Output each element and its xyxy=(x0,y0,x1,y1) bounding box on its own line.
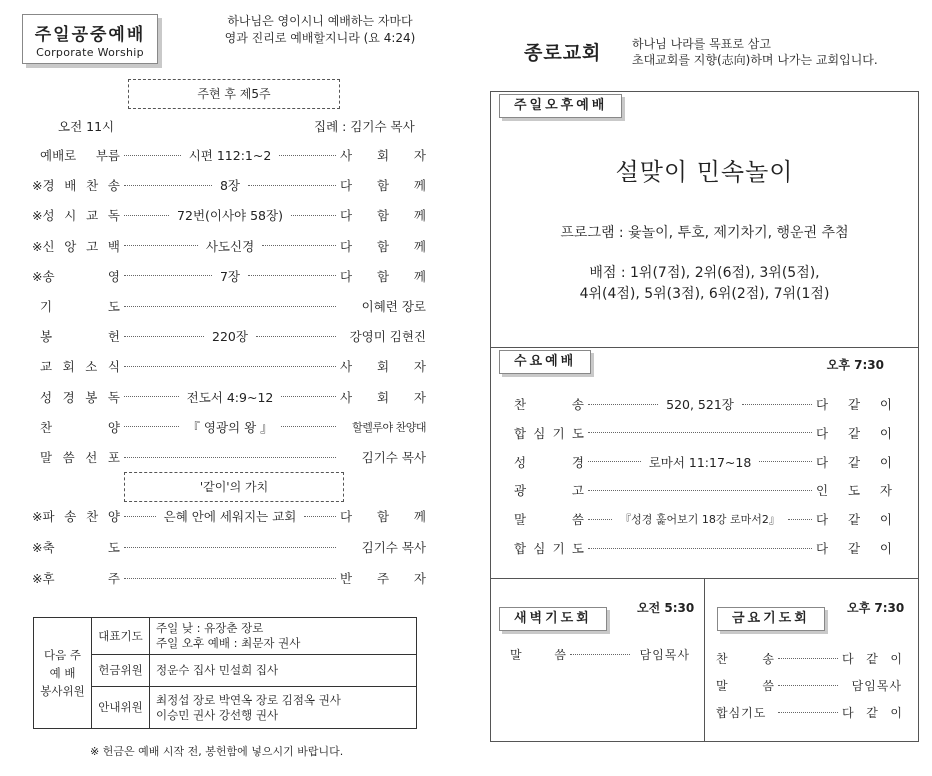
schedule-label: 합 심 기 도 xyxy=(514,425,584,441)
order-who: 다 함 께 xyxy=(340,509,426,524)
schedule-text: 520, 521장 xyxy=(666,397,734,412)
order-who: 반 주 자 xyxy=(340,571,426,586)
order-item xyxy=(40,144,426,166)
schedule-item xyxy=(514,393,892,415)
order-label: ※후 주 xyxy=(32,571,120,586)
names-line: 주일 낮 : 유장춘 장로 xyxy=(156,621,264,635)
order-text: 72번(이사야 58장) xyxy=(177,208,283,224)
order-who: 다 함 께 xyxy=(340,208,426,224)
order-who: 사 회 자 xyxy=(340,389,426,405)
order-who: 김기수 목사 xyxy=(361,540,426,555)
order-item xyxy=(32,235,426,257)
schedule-who: 다 같 이 xyxy=(842,651,902,666)
schedule-label: 찬 송 xyxy=(514,397,584,412)
friday-time: 오후 7:30 xyxy=(847,601,905,615)
schedule-who: 담임목사 xyxy=(639,647,690,662)
names-cell xyxy=(150,618,417,655)
schedule-who: 다 같 이 xyxy=(816,397,892,412)
dawn-time: 오전 5:30 xyxy=(637,601,695,615)
schedule-text: 『성경 훑어보기 18강 로마서2』 xyxy=(620,513,780,527)
friday-tag: 금요기도회 xyxy=(717,607,825,631)
verse-line-1: 하나님은 영이시니 예배하는 자마다 xyxy=(227,14,413,28)
order-item xyxy=(40,355,426,377)
order-who: 다 함 께 xyxy=(340,178,426,194)
order-item xyxy=(32,505,426,527)
title-english: Corporate Worship xyxy=(36,46,144,59)
header-verse xyxy=(210,13,430,47)
service-time: 오전 11시 xyxy=(58,119,115,134)
schedule-item xyxy=(514,537,892,559)
order-who: 할렐루야 찬양대 xyxy=(352,420,426,434)
order-text: 7장 xyxy=(219,268,241,284)
order-label: ※축 도 xyxy=(32,540,120,555)
schedule-label: 광 고 xyxy=(514,483,584,499)
names-line: 이승민 권사 강선행 권사 xyxy=(156,707,279,722)
schedule-item xyxy=(510,643,690,665)
schedule-who: 담임목사 xyxy=(851,678,902,693)
order-text: 은혜 안에 세워지는 교회 xyxy=(163,509,297,524)
schedule-item xyxy=(514,451,892,473)
schedule-item xyxy=(514,479,892,501)
order-label: ※송 영 xyxy=(32,268,120,284)
schedule-item xyxy=(716,647,902,669)
sermon-title: '같이'의 가치 xyxy=(199,480,269,494)
afternoon-tag: 주일오후예배 xyxy=(499,94,622,118)
schedule-who: 다 같 이 xyxy=(816,425,892,441)
schedule-label: 찬 송 xyxy=(716,651,774,666)
order-who: 사 회 자 xyxy=(340,148,426,163)
motto-line-1: 하나님 나라를 목표로 삼고 xyxy=(632,37,771,51)
schedule-item xyxy=(514,508,892,530)
order-item xyxy=(32,174,426,196)
schedule-who: 다 같 이 xyxy=(816,454,892,470)
program-line: 프로그램 : 윷놀이, 투호, 제기차기, 행운권 추첨 xyxy=(560,225,849,241)
motto-line-2: 초대교회를 지향(志向)하며 나가는 교회입니다. xyxy=(632,53,878,67)
score-line-2: 4위(4점), 5위(3점), 6위(2점), 7위(1점) xyxy=(579,286,830,302)
wednesday-time: 오후 7:30 xyxy=(826,358,884,372)
title-korean: 주일공중예배 xyxy=(34,25,146,45)
schedule-label: 말 씀 xyxy=(510,647,566,662)
offering-note: ※ 헌금은 예배 시작 전, 봉헌함에 넣으시기 바랍니다. xyxy=(90,745,344,758)
schedule-who: 인 도 자 xyxy=(816,483,892,499)
dawn-tag: 새벽기도회 xyxy=(499,607,607,631)
order-label: 말 씀 선 포 xyxy=(40,450,120,465)
order-who: 김기수 목사 xyxy=(361,450,426,465)
schedule-text: 로마서 11:17~18 xyxy=(648,454,752,470)
next-week-servants-table xyxy=(33,617,417,729)
names-line: 주일 오후 예배 : 최문자 권사 xyxy=(156,636,301,650)
order-item xyxy=(32,536,426,558)
schedule-item xyxy=(716,701,902,723)
wednesday-tag: 수요예배 xyxy=(499,350,591,374)
order-label: 찬 양 xyxy=(40,419,120,435)
schedule-label: 합 심 기 도 xyxy=(514,541,584,556)
servants-head-line: 봉사위원 xyxy=(40,684,85,698)
order-who: 강영미 김현진 xyxy=(349,329,426,345)
order-who: 사 회 자 xyxy=(340,359,426,375)
schedule-who: 다 같 이 xyxy=(842,705,902,720)
names-line: 정운수 집사 민설희 집사 xyxy=(156,663,279,677)
order-label: ※성 시 교 독 xyxy=(32,208,120,224)
order-item xyxy=(32,265,426,287)
servants-head xyxy=(34,618,92,729)
order-label: 교 회 소 식 xyxy=(40,359,120,375)
order-who: 다 함 께 xyxy=(340,268,426,284)
church-name: 종로교회 xyxy=(524,42,602,64)
order-who: 이혜련 장로 xyxy=(361,299,426,314)
schedule-label: 말 씀 xyxy=(514,512,584,528)
afternoon-headline: 설맞이 민속놀이 xyxy=(615,158,794,186)
corporate-worship-title xyxy=(22,14,158,64)
schedule-who: 다 같 이 xyxy=(816,541,892,556)
order-label: 예배로 부름 xyxy=(40,148,120,163)
church-motto xyxy=(632,36,878,68)
order-item xyxy=(32,567,426,589)
names-cell xyxy=(150,655,417,687)
order-item xyxy=(32,204,426,226)
sunday-title: 주현 후 제5주 xyxy=(197,87,271,101)
order-text: 사도신경 xyxy=(205,238,255,254)
role-cell: 안내위원 xyxy=(92,687,150,729)
score-info xyxy=(491,263,918,305)
order-text: 220장 xyxy=(212,329,248,345)
role-cell: 대표기도 xyxy=(92,618,150,655)
order-item xyxy=(40,295,426,317)
schedule-item xyxy=(716,674,902,696)
order-item xyxy=(40,386,426,408)
schedule-label: 말 씀 xyxy=(716,678,774,693)
presider: 집례 : 김기수 목사 xyxy=(314,119,415,134)
afternoon-service-panel xyxy=(490,91,919,348)
order-item xyxy=(40,325,426,347)
order-label: ※신 앙 고 백 xyxy=(32,238,120,254)
schedule-who: 다 같 이 xyxy=(816,512,892,528)
servants-head-line: 다음 주 xyxy=(44,648,81,662)
order-text: 8장 xyxy=(219,178,241,194)
order-label: 성 경 봉 독 xyxy=(40,389,120,405)
order-item xyxy=(40,446,426,468)
order-label: 기 도 xyxy=(40,299,120,314)
servants-head-line: 예 배 xyxy=(49,666,76,680)
order-who: 다 함 께 xyxy=(340,238,426,254)
names-line: 최정섭 장로 박연옥 장로 김점옥 권사 xyxy=(156,692,341,707)
order-label: ※경 배 찬 송 xyxy=(32,178,120,194)
schedule-label: 성 경 xyxy=(514,454,584,470)
sunday-title-box xyxy=(128,79,340,109)
schedule-item xyxy=(514,422,892,444)
order-text: 『 영광의 왕 』 xyxy=(187,419,273,435)
verse-line-2: 영과 진리로 예배할지니라 (요 4:24) xyxy=(224,31,416,45)
names-cell xyxy=(150,687,417,729)
order-label: 봉 헌 xyxy=(40,329,120,345)
order-item xyxy=(40,416,426,438)
order-text: 전도서 4:9~12 xyxy=(186,389,274,405)
sermon-title-box xyxy=(124,472,344,502)
order-label: ※파 송 찬 양 xyxy=(32,509,120,524)
schedule-label: 합심기도 xyxy=(716,705,767,720)
role-cell: 헌금위원 xyxy=(92,655,150,687)
score-line-1: 배점 : 1위(7점), 2위(6점), 3위(5점), xyxy=(589,265,820,281)
order-text: 시편 112:1~2 xyxy=(188,148,272,163)
